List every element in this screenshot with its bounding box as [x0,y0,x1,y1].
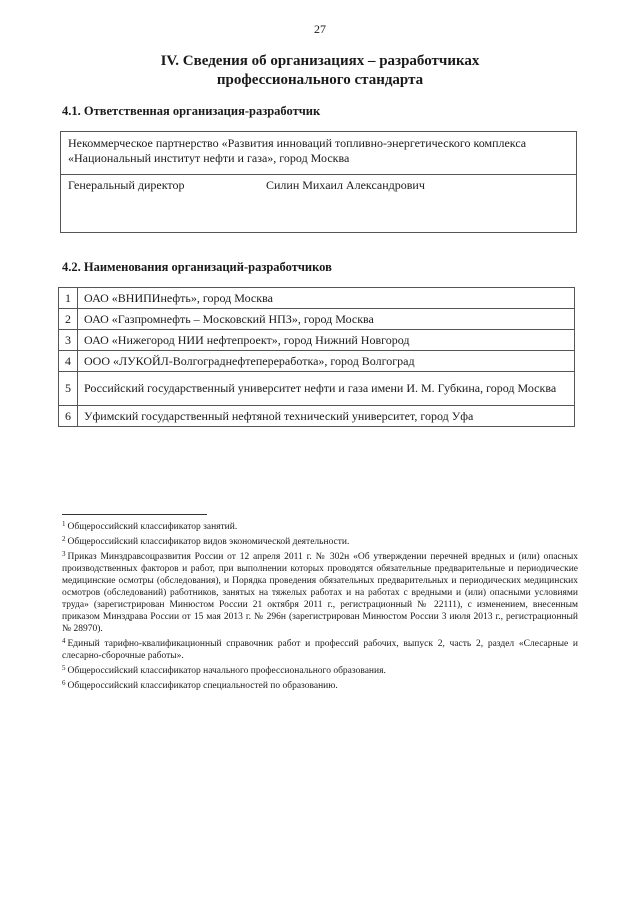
developer-organizations-table [58,287,575,427]
section-4-2-heading: 4.2. Наименования организаций-разработчиков [62,260,332,274]
row-number: 2 [59,309,78,330]
footnote-marker: 4 [62,637,66,645]
footnote-marker: 5 [62,664,66,672]
footnote [62,677,578,692]
footnote-text: Общероссийский классификатор занятий. [67,522,238,532]
footnote [62,533,578,548]
organization-name: ОАО «Газпромнефть – Московский НПЗ», город Москва [78,309,575,330]
row-number: 4 [59,351,78,372]
footnotes [62,518,578,692]
responsible-organization-name: Некоммерческое партнерство «Развития инноваций топливно-энергетического комплекса «Национальный институт нефти и газа», город Москва [61,132,576,175]
page-title-line-2: профессионального стандарта [216,72,424,88]
footnote [62,548,578,635]
director-name: Силин Михаил Александрович [266,178,425,192]
table-row [59,309,575,330]
table-row [59,330,575,351]
footnote-divider [62,514,207,515]
footnote-text: Общероссийский классификатор специальностей по образованию. [67,681,338,691]
organization-name: ООО «ЛУКОЙЛ-Волгограднефтепереработка», город Волгоград [78,351,575,372]
organization-name: Российский государственный университет нефти и газа имени И. М. Губкина, город Москва [78,372,575,406]
table-row [59,406,575,427]
footnote-text: Единый тарифно-квалификационный справочник работ и профессий рабочих, выпуск 2, часть 2, раздел «Слесарные и слесарно-сборочные работы». [62,639,578,661]
footnote-marker: 6 [62,679,66,687]
organization-name: Уфимский государственный нефтяной технический университет, город Уфа [78,406,575,427]
footnote-marker: 3 [62,550,66,558]
page-number: 27 [314,22,326,36]
row-number: 6 [59,406,78,427]
footnote-text: Приказ Минздравсоцразвития России от 12 апреля 2011 г. № 302н «Об утверждении перечней вредных и (или) опасных производственных факторов и работ, при выполнении которых проводятся обязательные предварительные и периодические медицинские осмотры (обследования), и Порядка проведения обязательных предварительных и периодических медицинских осмотров (обследований) работников, занятых на тяжелых работах и на работах с вредными и (или) опасными условиями труда» (зарегистрирован Минюстом России 21 октября 2011 г., регистрационный № 22111), с изменением, внесенным приказом Минздрава России от 15 мая 2013 г. № 296н (зарегистрирован Минюстом России 3 июля 2013 г., регистрационный № 28970). [62,552,578,634]
table-row [59,372,575,406]
row-number: 1 [59,288,78,309]
footnote-marker: 1 [62,520,66,528]
row-number: 3 [59,330,78,351]
footnote [62,635,578,662]
footnote-marker: 2 [62,535,66,543]
row-number: 5 [59,372,78,406]
director-row [61,175,576,195]
section-4-1-heading: 4.1. Ответственная организация-разработчик [62,104,321,118]
footnote-text: Общероссийский классификатор видов экономической деятельности. [67,537,350,547]
footnote-text: Общероссийский классификатор начального профессионального образования. [67,666,386,676]
footnote [62,518,578,533]
organization-name: ОАО «Нижегород НИИ нефтепроект», город Нижний Новгород [78,330,575,351]
organization-name: ОАО «ВНИПИнефть», город Москва [78,288,575,309]
page-title-line-1: IV. Сведения об организациях – разработчиках [160,53,480,69]
director-title: Генеральный директор [68,178,185,192]
footnote [62,662,578,677]
page-title [60,52,580,90]
table-row [59,288,575,309]
table-row [59,351,575,372]
responsible-organization-box [60,131,577,233]
